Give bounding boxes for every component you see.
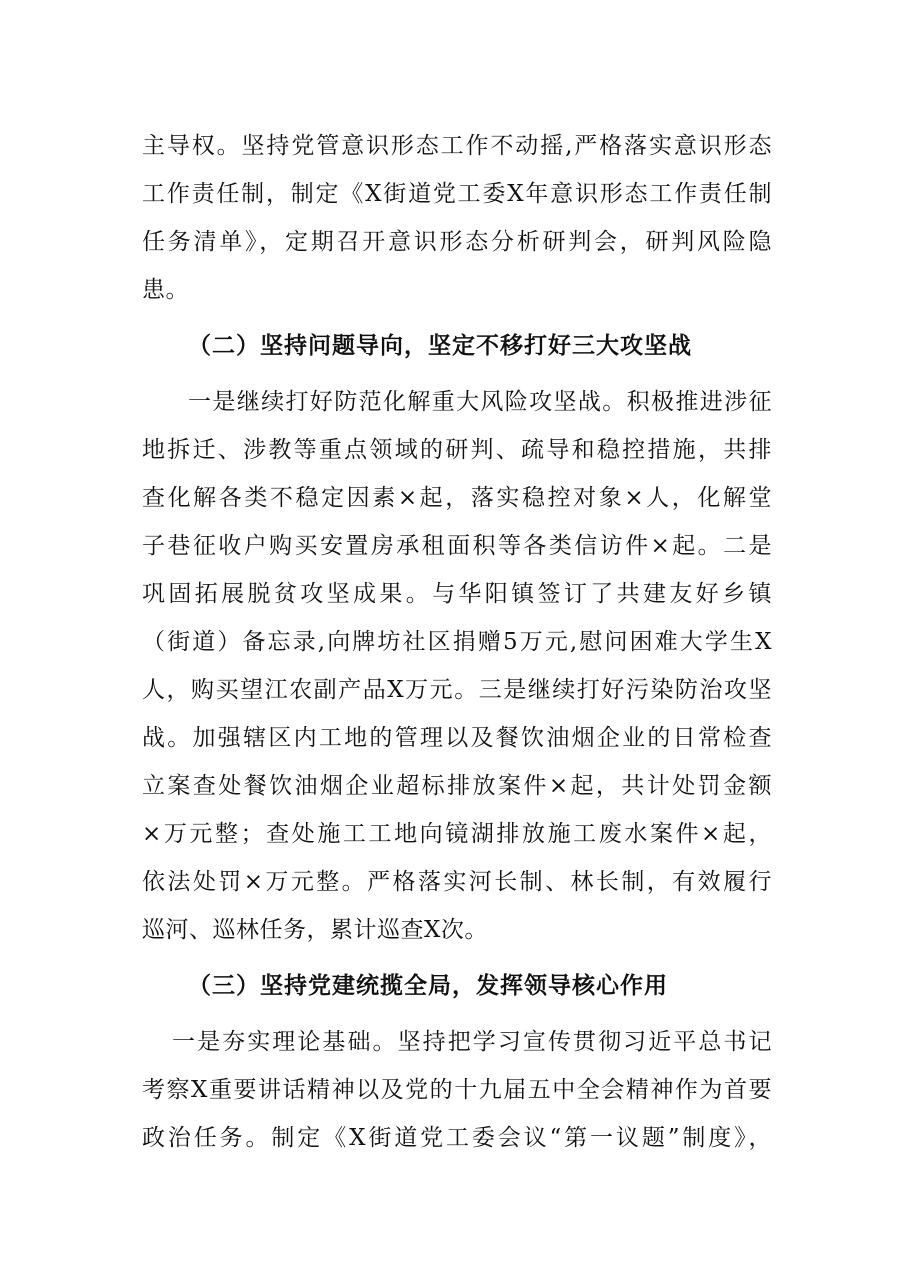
section-heading-2: （二）坚持问题导向，坚定不移打好三大攻坚战 <box>188 333 692 359</box>
text-line: 子巷征收户购买安置房承租面积等各类信访件×起。二是 <box>142 533 772 559</box>
text-line: 依法处罚×万元整。严格落实河长制、林长制，有效履行 <box>142 869 772 895</box>
section-heading-3: （三）坚持党建统揽全局，发挥领导核心作用 <box>188 973 668 999</box>
text-line: 一是继续打好防范化解重大风险攻坚战。积极推进涉征 <box>188 389 772 415</box>
text-line: 立案查处餐饮油烟企业超标排放案件×起，共计处罚金额 <box>142 773 772 799</box>
text-line: 政治任务。制定《X街道党工委会议“第一议题”制度》， <box>142 1125 772 1151</box>
paragraph-1 <box>142 122 772 314</box>
text-line: 工作责任制，制定《X街道党工委X年意识形态工作责任制 <box>142 181 772 207</box>
text-line: （街道）备忘录,向牌坊社区捐赠5万元,慰问困难大学生X <box>142 629 772 655</box>
document-page <box>142 122 772 1162</box>
text-line: 考察X重要讲话精神以及党的十九届五中全会精神作为首要 <box>142 1077 772 1103</box>
paragraph-2 <box>142 378 772 954</box>
text-line: 地拆迁、涉教等重点领域的研判、疏导和稳控措施，共排 <box>142 437 772 463</box>
text-line: 主导权。坚持党管意识形态工作不动摇,严格落实意识形态 <box>142 133 772 159</box>
text-line: 查化解各类不稳定因素×起，落实稳控对象×人，化解堂 <box>142 485 772 511</box>
text-line: ×万元整；查处施工工地向镜湖排放施工废水案件×起， <box>142 821 772 847</box>
text-line: 人，购买望江农副产品X万元。三是继续打好污染防治攻坚 <box>142 677 772 703</box>
text-line: 巩固拓展脱贫攻坚成果。与华阳镇签订了共建友好乡镇 <box>142 581 772 607</box>
text-line: 任务清单》，定期召开意识形态分析研判会，研判风险隐 <box>142 229 772 255</box>
paragraph-3 <box>142 1018 772 1162</box>
text-line: 一是夯实理论基础。坚持把学习宣传贯彻习近平总书记 <box>172 1029 772 1055</box>
text-line: 患。 <box>142 277 189 303</box>
text-line: 巡河、巡林任务，累计巡查X次。 <box>142 917 488 943</box>
text-line: 战。加强辖区内工地的管理以及餐饮油烟企业的日常检查 <box>142 725 772 751</box>
